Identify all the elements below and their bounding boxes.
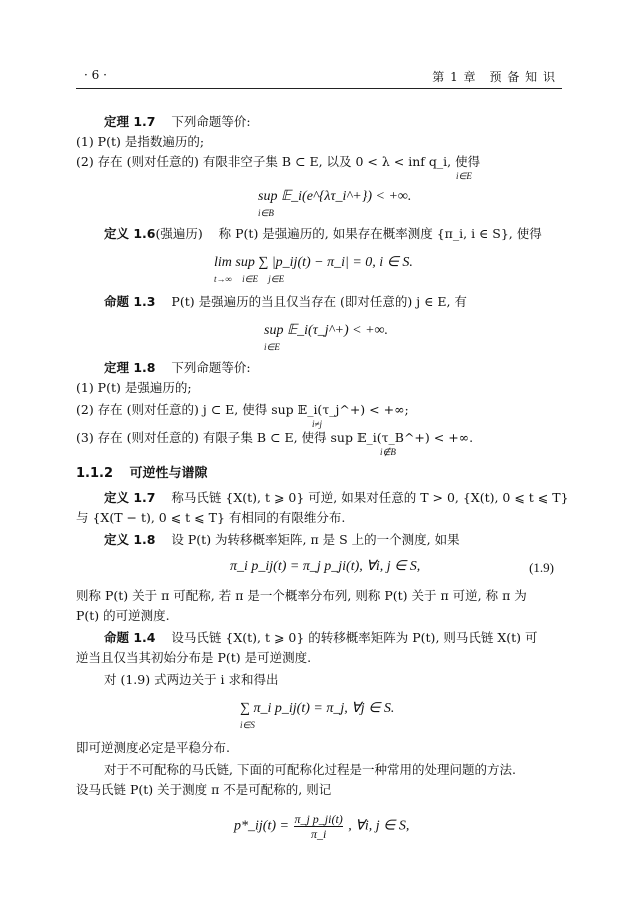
proposition-label: 命题 1.4 [104, 630, 156, 645]
definition-1-7-line-2: 与 {X(T − t), 0 ⩽ t ⩽ T} 有相同的有限维分布. [76, 510, 346, 525]
theorem-1-8-item-1: (1) P(t) 是强遍历的; [76, 380, 192, 395]
definition-label: 定义 1.8 [104, 532, 156, 547]
header-rule [76, 88, 562, 89]
equation-1-9: π_i p_ij(t) = π_j p_ji(t), ∀i, j ∈ S, [230, 559, 421, 574]
section-heading [76, 462, 208, 481]
proposition-1-3-equation: sup 𝔼_i(τ_j^+) < +∞. [264, 323, 389, 338]
definition-1-8-line-3: P(t) 的可逆测度. [76, 608, 170, 623]
fraction-numerator: π_j p_ji(t) [294, 812, 343, 826]
definition-1-8-line-2: 则称 P(t) 关于 π 可配称, 若 π 是一个概率分布列, 则称 P(t) 关于 π 可逆, 称 π 为 [76, 588, 527, 603]
proposition-1-4-line-2: 逆当且仅当其初始分布是 P(t) 是可逆测度. [76, 650, 312, 665]
page-number: · 6 · [84, 68, 107, 82]
fraction-denominator: π_i [310, 827, 327, 841]
stationary-remark: 即可逆测度必定是平稳分布. [76, 740, 230, 755]
definition-1-6-equation-subscript: t→∞ i∈E j∈E [214, 274, 285, 284]
definition-label: 定义 1.6 [104, 226, 156, 241]
summation-equation-subscript: i∈S [240, 720, 255, 730]
definition-1-8 [104, 532, 460, 548]
definition-text: 称马氏链 {X(t), t ⩾ 0} 可逆, 如果对任意的 T > 0, {X(t), 0 ⩽ t ⩽ T} [171, 490, 569, 505]
theorem-1-7 [104, 114, 251, 130]
symmetrization-paragraph: 对于不可配称的马氏链, 下面的可配称化过程是一种常用的处理问题的方法. [104, 762, 516, 777]
proposition-label: 命题 1.3 [104, 294, 156, 309]
equation-number: (1.9) [529, 560, 554, 575]
theorem-intro: 下列命题等价: [171, 360, 251, 375]
symmetrized-equation [234, 812, 409, 841]
proposition-text: P(t) 是强遍历的当且仅当存在 (即对任意的) j ∈ E, 有 [171, 294, 467, 309]
theorem-1-7-equation-subscript: i∈B [258, 208, 274, 218]
section-number: 1.1.2 [76, 466, 114, 481]
definition-text: 设 P(t) 为转移概率矩阵, π 是 S 上的一个测度, 如果 [171, 532, 460, 547]
definition-1-6 [104, 226, 542, 242]
definition-qualifier: (强遍历) [155, 226, 203, 241]
theorem-label: 定理 1.7 [104, 114, 156, 129]
definition-text: 称 P(t) 是强遍历的, 如果存在概率测度 {π_i, i ∈ S}, 使得 [218, 226, 542, 241]
theorem-1-7-item-2-subscript: i∈E [456, 171, 472, 181]
symmetrization-line-2: 设马氏链 P(t) 关于测度 π 不是可配称的, 则记 [76, 782, 332, 797]
theorem-1-8-item-3: (3) 存在 (则对任意的) 有限子集 B ⊂ E, 使得 sup 𝔼_i(τ_B^+) < +∞. [76, 430, 474, 445]
summation-paragraph: 对 (1.9) 式两边关于 i 求和得出 [104, 672, 279, 687]
theorem-1-7-equation: sup 𝔼_i(e^{λτ_i^+}) < +∞. [258, 189, 412, 204]
proposition-1-4 [104, 630, 538, 646]
proposition-1-3-equation-subscript: i∈E [264, 342, 280, 352]
running-header: 第 1 章 预 备 知 识 [432, 70, 556, 84]
definition-1-6-equation: lim sup ∑ |p_ij(t) − π_i| = 0, i ∈ S. [214, 255, 413, 270]
definition-1-7 [104, 490, 569, 506]
theorem-1-8 [104, 360, 251, 376]
equation-fraction [294, 812, 342, 841]
theorem-1-7-item-2: (2) 存在 (则对任意的) 有限非空子集 B ⊂ E, 以及 0 < λ < inf q_i, 使得 [76, 154, 481, 169]
definition-label: 定义 1.7 [104, 490, 156, 505]
theorem-intro: 下列命题等价: [171, 114, 251, 129]
summation-equation: ∑ π_i p_ij(t) = π_j, ∀j ∈ S. [240, 701, 395, 716]
theorem-1-8-item-3-subscript: i∉B [380, 447, 396, 457]
proposition-1-3 [104, 294, 467, 310]
theorem-label: 定理 1.8 [104, 360, 156, 375]
section-title: 可逆性与谱隙 [129, 466, 208, 481]
theorem-1-7-item-1: (1) P(t) 是指数遍历的; [76, 134, 205, 149]
proposition-text: 设马氏链 {X(t), t ⩾ 0} 的转移概率矩阵为 P(t), 则马氏链 X(t) 可 [171, 630, 538, 645]
theorem-1-8-item-2-subscript: i≠j [312, 419, 322, 429]
equation-lhs: p*_ij(t) = [234, 818, 289, 834]
theorem-1-8-item-2: (2) 存在 (则对任意的) j ⊂ E, 使得 sup 𝔼_i(τ_j^+) < +∞; [76, 402, 409, 417]
equation-rhs: , ∀i, j ∈ S, [348, 818, 410, 834]
